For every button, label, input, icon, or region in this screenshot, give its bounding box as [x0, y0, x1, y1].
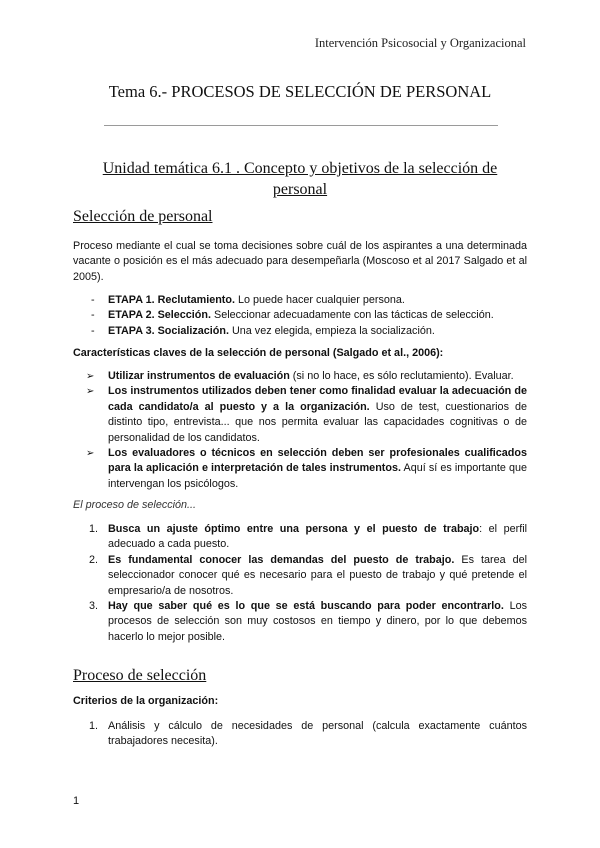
- item-text: Aquí sí es importante que intervengan los psicólogos.: [108, 462, 527, 490]
- stage-text: Lo puede hacer cualquier persona.: [234, 294, 405, 306]
- list-item: [73, 599, 527, 645]
- list-number: 1.: [89, 720, 99, 732]
- list-item: [73, 369, 527, 384]
- list-number: 3.: [89, 600, 99, 613]
- item-bold: Utilizar instrumentos de evaluación: [108, 370, 290, 382]
- list-item: [73, 446, 527, 492]
- document-title: Tema 6.- PROCESOS DE SELECCIÓN DE PERSONAL: [108, 82, 492, 101]
- item-text: Es tarea del seleccionador conocer qué es necesario para el puesto de trabajo y qué pretende el empresario/a de nosotros.: [108, 553, 527, 597]
- intro-paragraph: Proceso mediante el cual se toma decisiones sobre cuál de los aspirantes a una determinada vacante o posición es el más adecuado para desempeñarla (Moscoso et al 2017 Salgado et al 2005).: [73, 240, 527, 283]
- title-divider: [104, 125, 498, 126]
- section-heading-seleccion: Selección de personal: [73, 208, 213, 225]
- characteristics-list: [73, 369, 527, 492]
- section-heading-proceso: Proceso de selección: [73, 667, 207, 684]
- list-number: 2.: [89, 553, 99, 566]
- stage-text: Seleccionar adecuadamente con las tácticas de selección.: [211, 309, 494, 322]
- item-text: Los procesos de selección son muy costosos en tiempo y dinero, por lo que debemos hacerlo lo mejor posible.: [108, 600, 527, 643]
- item-bold: Busca un ajuste óptimo entre una persona y el puesto de trabajo: [108, 523, 480, 535]
- stages-list: [73, 293, 527, 339]
- stage-text: Una vez elegida, empieza la socialización.: [229, 324, 435, 337]
- arrow-bullet-icon: ➢: [86, 371, 95, 382]
- list-item: [73, 293, 527, 308]
- item-bold: Hay que saber qué es lo que se está buscando para poder encontrarlo.: [108, 600, 504, 613]
- list-item: [73, 553, 527, 599]
- arrow-bullet-icon: ➢: [86, 448, 95, 460]
- stage-title: ETAPA 1. Reclutamiento.: [108, 294, 235, 306]
- dash-bullet: -: [91, 309, 95, 322]
- item-text: Uso de test, cuestionarios de distinto tipo, entrevista... que nos permita evaluar las capacidades cognitivas o de personalidad de los candidatos.: [108, 400, 527, 444]
- list-item: [73, 308, 527, 323]
- dash-bullet: -: [91, 294, 95, 306]
- arrow-bullet-icon: ➢: [86, 386, 95, 398]
- stage-title: ETAPA 3. Socialización.: [108, 324, 229, 337]
- item-text: : el perfil adecuado a cada puesto.: [108, 523, 527, 551]
- item-bold: Es fundamental conocer las demandas del puesto de trabajo.: [108, 553, 455, 566]
- process-points-list: [73, 522, 527, 645]
- item-bold: Los evaluadores o técnicos en selección deben ser profesionales cualificados para la aplicación e interpretación de tales instrumentos.: [108, 447, 527, 475]
- dash-bullet: -: [91, 324, 95, 337]
- stage-title: ETAPA 2. Selección.: [108, 309, 212, 322]
- criteria-label: Criterios de la organización:: [73, 695, 219, 707]
- item-text: (si no lo hace, es sólo reclutamiento). Evaluar.: [289, 370, 514, 382]
- list-item: [73, 324, 527, 339]
- list-item: [73, 384, 527, 446]
- process-intro: El proceso de selección...: [73, 499, 197, 511]
- criteria-list: [73, 719, 527, 750]
- item-bold: Los instrumentos utilizados deben tener como finalidad evaluar la adecuación de cada candidato/a al puesto y a la organización.: [108, 385, 527, 413]
- list-item: [73, 719, 527, 750]
- characteristics-label: Características claves de la selección de personal (Salgado et al., 2006):: [73, 347, 444, 359]
- unit-heading: Unidad temática 6.1 . Concepto y objetivos de la selección de personal: [102, 160, 498, 198]
- page-number: 1: [73, 795, 80, 807]
- item-text: Análisis y cálculo de necesidades de personal (calcula exactamente cuántos trabajadores necesita).: [108, 720, 527, 748]
- list-number: 1.: [89, 523, 99, 535]
- list-item: [73, 522, 527, 553]
- running-header: Intervención Psicosocial y Organizacional: [314, 36, 526, 50]
